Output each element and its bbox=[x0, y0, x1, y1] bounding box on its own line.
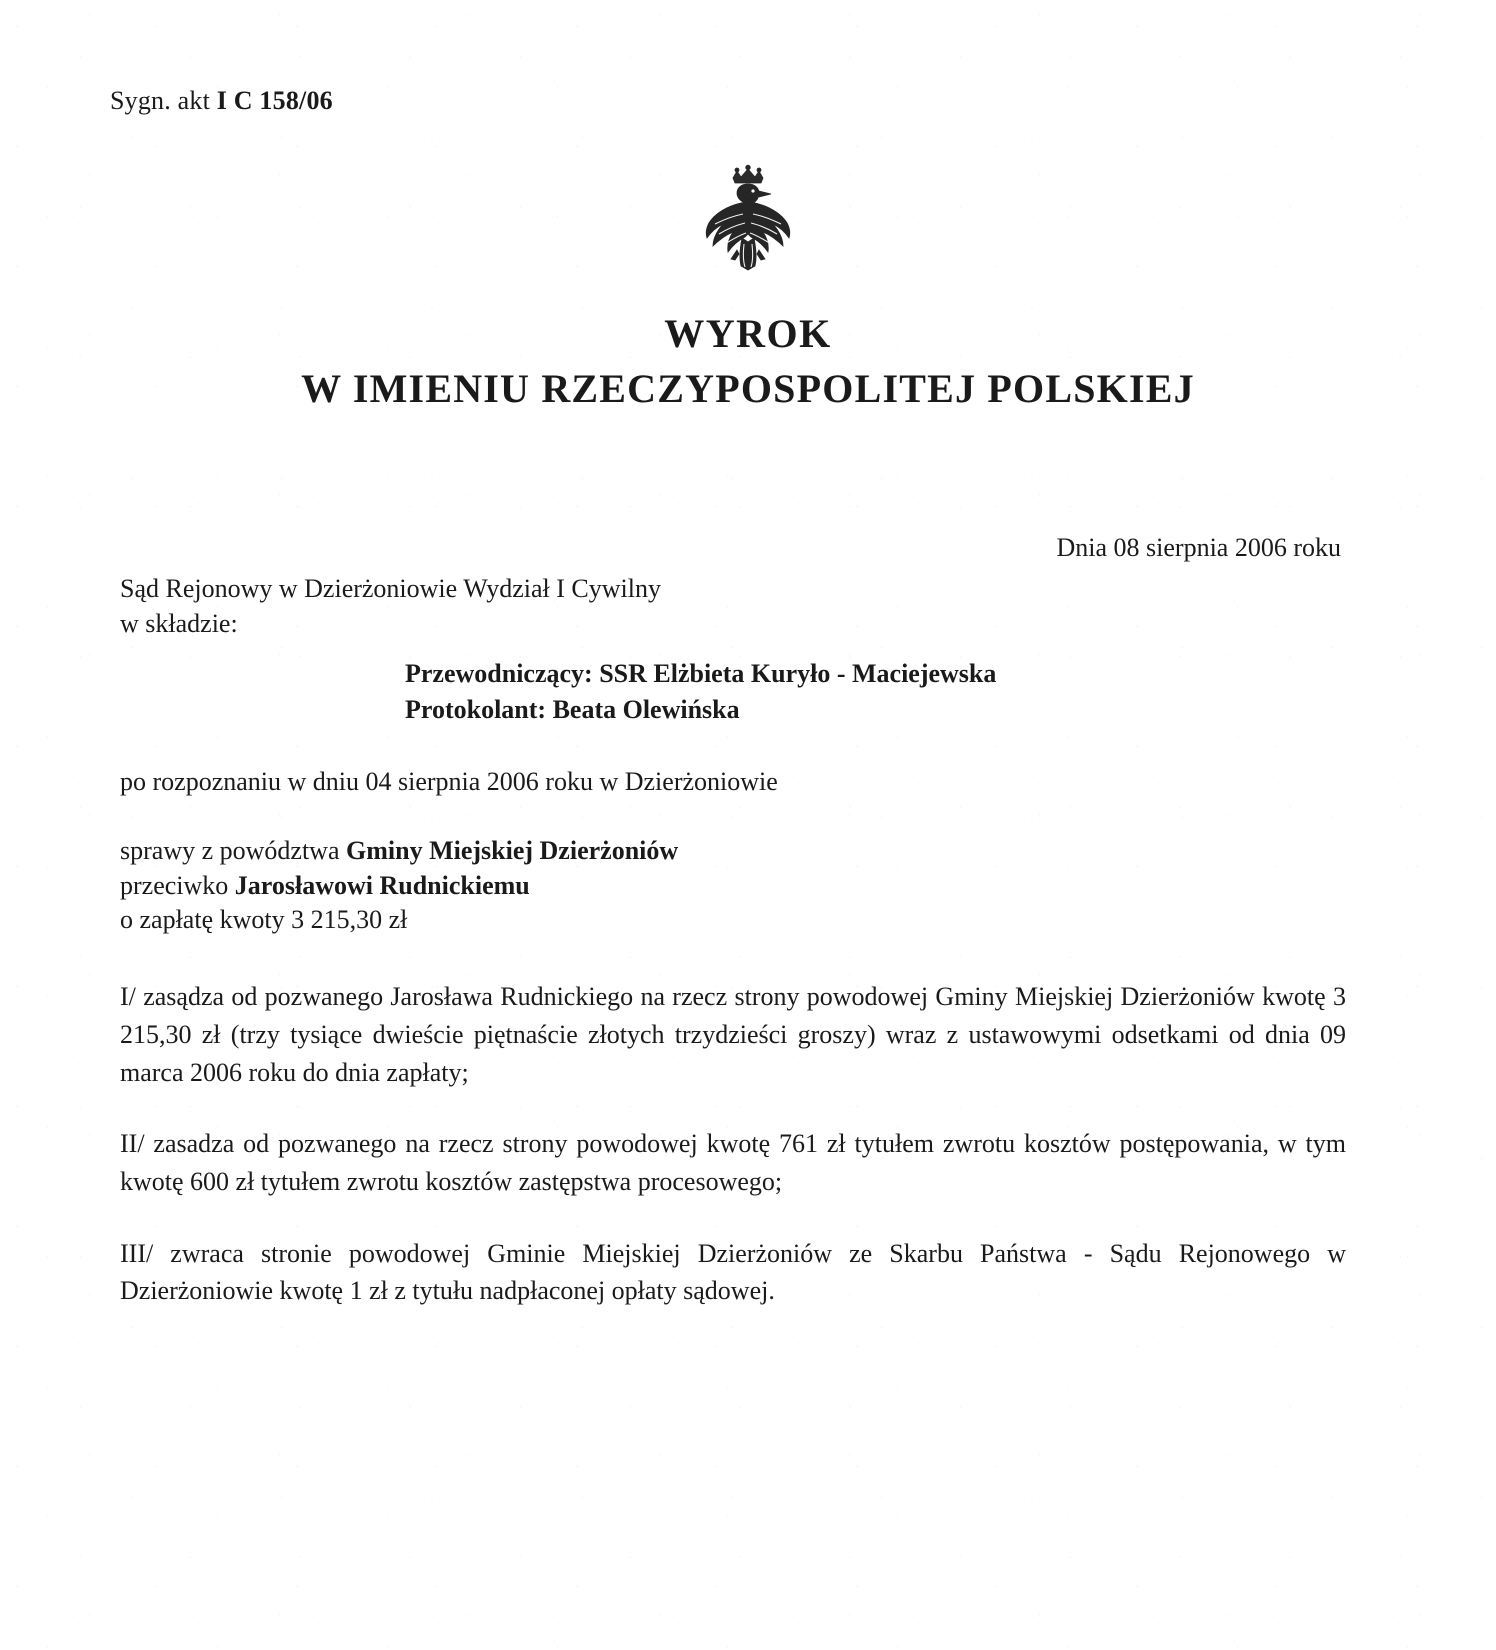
claim-line: o zapłatę kwoty 3 215,30 zł bbox=[120, 905, 408, 935]
plaintiff-name: Gminy Miejskiej Dzierżoniów bbox=[346, 835, 679, 865]
case-number-label: Sygn. akt bbox=[110, 86, 211, 115]
case-number-value: I C 158/06 bbox=[216, 86, 333, 115]
panel-block bbox=[120, 656, 1346, 728]
defendant-line bbox=[120, 869, 1346, 904]
parties-block bbox=[120, 834, 1346, 938]
ruling-item-1: I/ zasądza od pozwanego Jarosława Rudnickiego na rzecz strony powodowej Gminy Miejskiej Dzierżoniów kwotę 3 215,30 zł (trzy tysiące dwieście piętnaście złotych trzydzieści groszy) wraz z ustawowymi odsetkami od dnia 09 marca 2006 roku do dnia zapłaty; bbox=[120, 982, 1346, 1087]
judgment-date: Dnia 08 sierpnia 2006 roku bbox=[1056, 533, 1341, 562]
defendant-name: Jarosławowi Rudnickiemu bbox=[234, 870, 530, 900]
composition-label: w składzie: bbox=[120, 608, 238, 638]
ruling-item-3: III/ zwraca stronie powodowej Gminie Miejskiej Dzierżoniów ze Skarbu Państwa - Sądu Rejonowego w Dzierżoniowie kwotę 1 zł z tytułu nadpłaconej opłaty sądowej. bbox=[120, 1238, 1346, 1306]
presiding-judge: Przewodniczący: SSR Elżbieta Kuryło - Maciejewska bbox=[405, 658, 997, 688]
title-line-1: WYROK bbox=[664, 311, 832, 356]
defendant-prefix: przeciwko bbox=[120, 870, 235, 900]
ruling-item-2: II/ zasadza od pozwanego na rzecz strony powodowej kwotę 761 zł tytułem zwrotu kosztów postępowania, w tym kwotę 600 zł tytułem zwrotu kosztów zastępstwa procesowego; bbox=[120, 1129, 1346, 1196]
title-line-2: W IMIENIU RZECZYPOSPOLITEJ POLSKIEJ bbox=[301, 366, 1195, 412]
plaintiff-line bbox=[120, 834, 1346, 869]
court-line: Sąd Rejonowy w Dzierżoniowie Wydział I Cywilny bbox=[120, 574, 661, 603]
case-number-line bbox=[110, 86, 333, 116]
hearing-line: po rozpoznaniu w dniu 04 sierpnia 2006 roku w Dzierżoniowie bbox=[120, 767, 778, 797]
document-body bbox=[120, 572, 1346, 1310]
court-recorder: Protokolant: Beata Olewińska bbox=[405, 694, 740, 724]
polish-eagle-emblem bbox=[693, 158, 803, 278]
plaintiff-prefix: sprawy z powództwa bbox=[120, 835, 346, 865]
document-title bbox=[0, 310, 1496, 412]
